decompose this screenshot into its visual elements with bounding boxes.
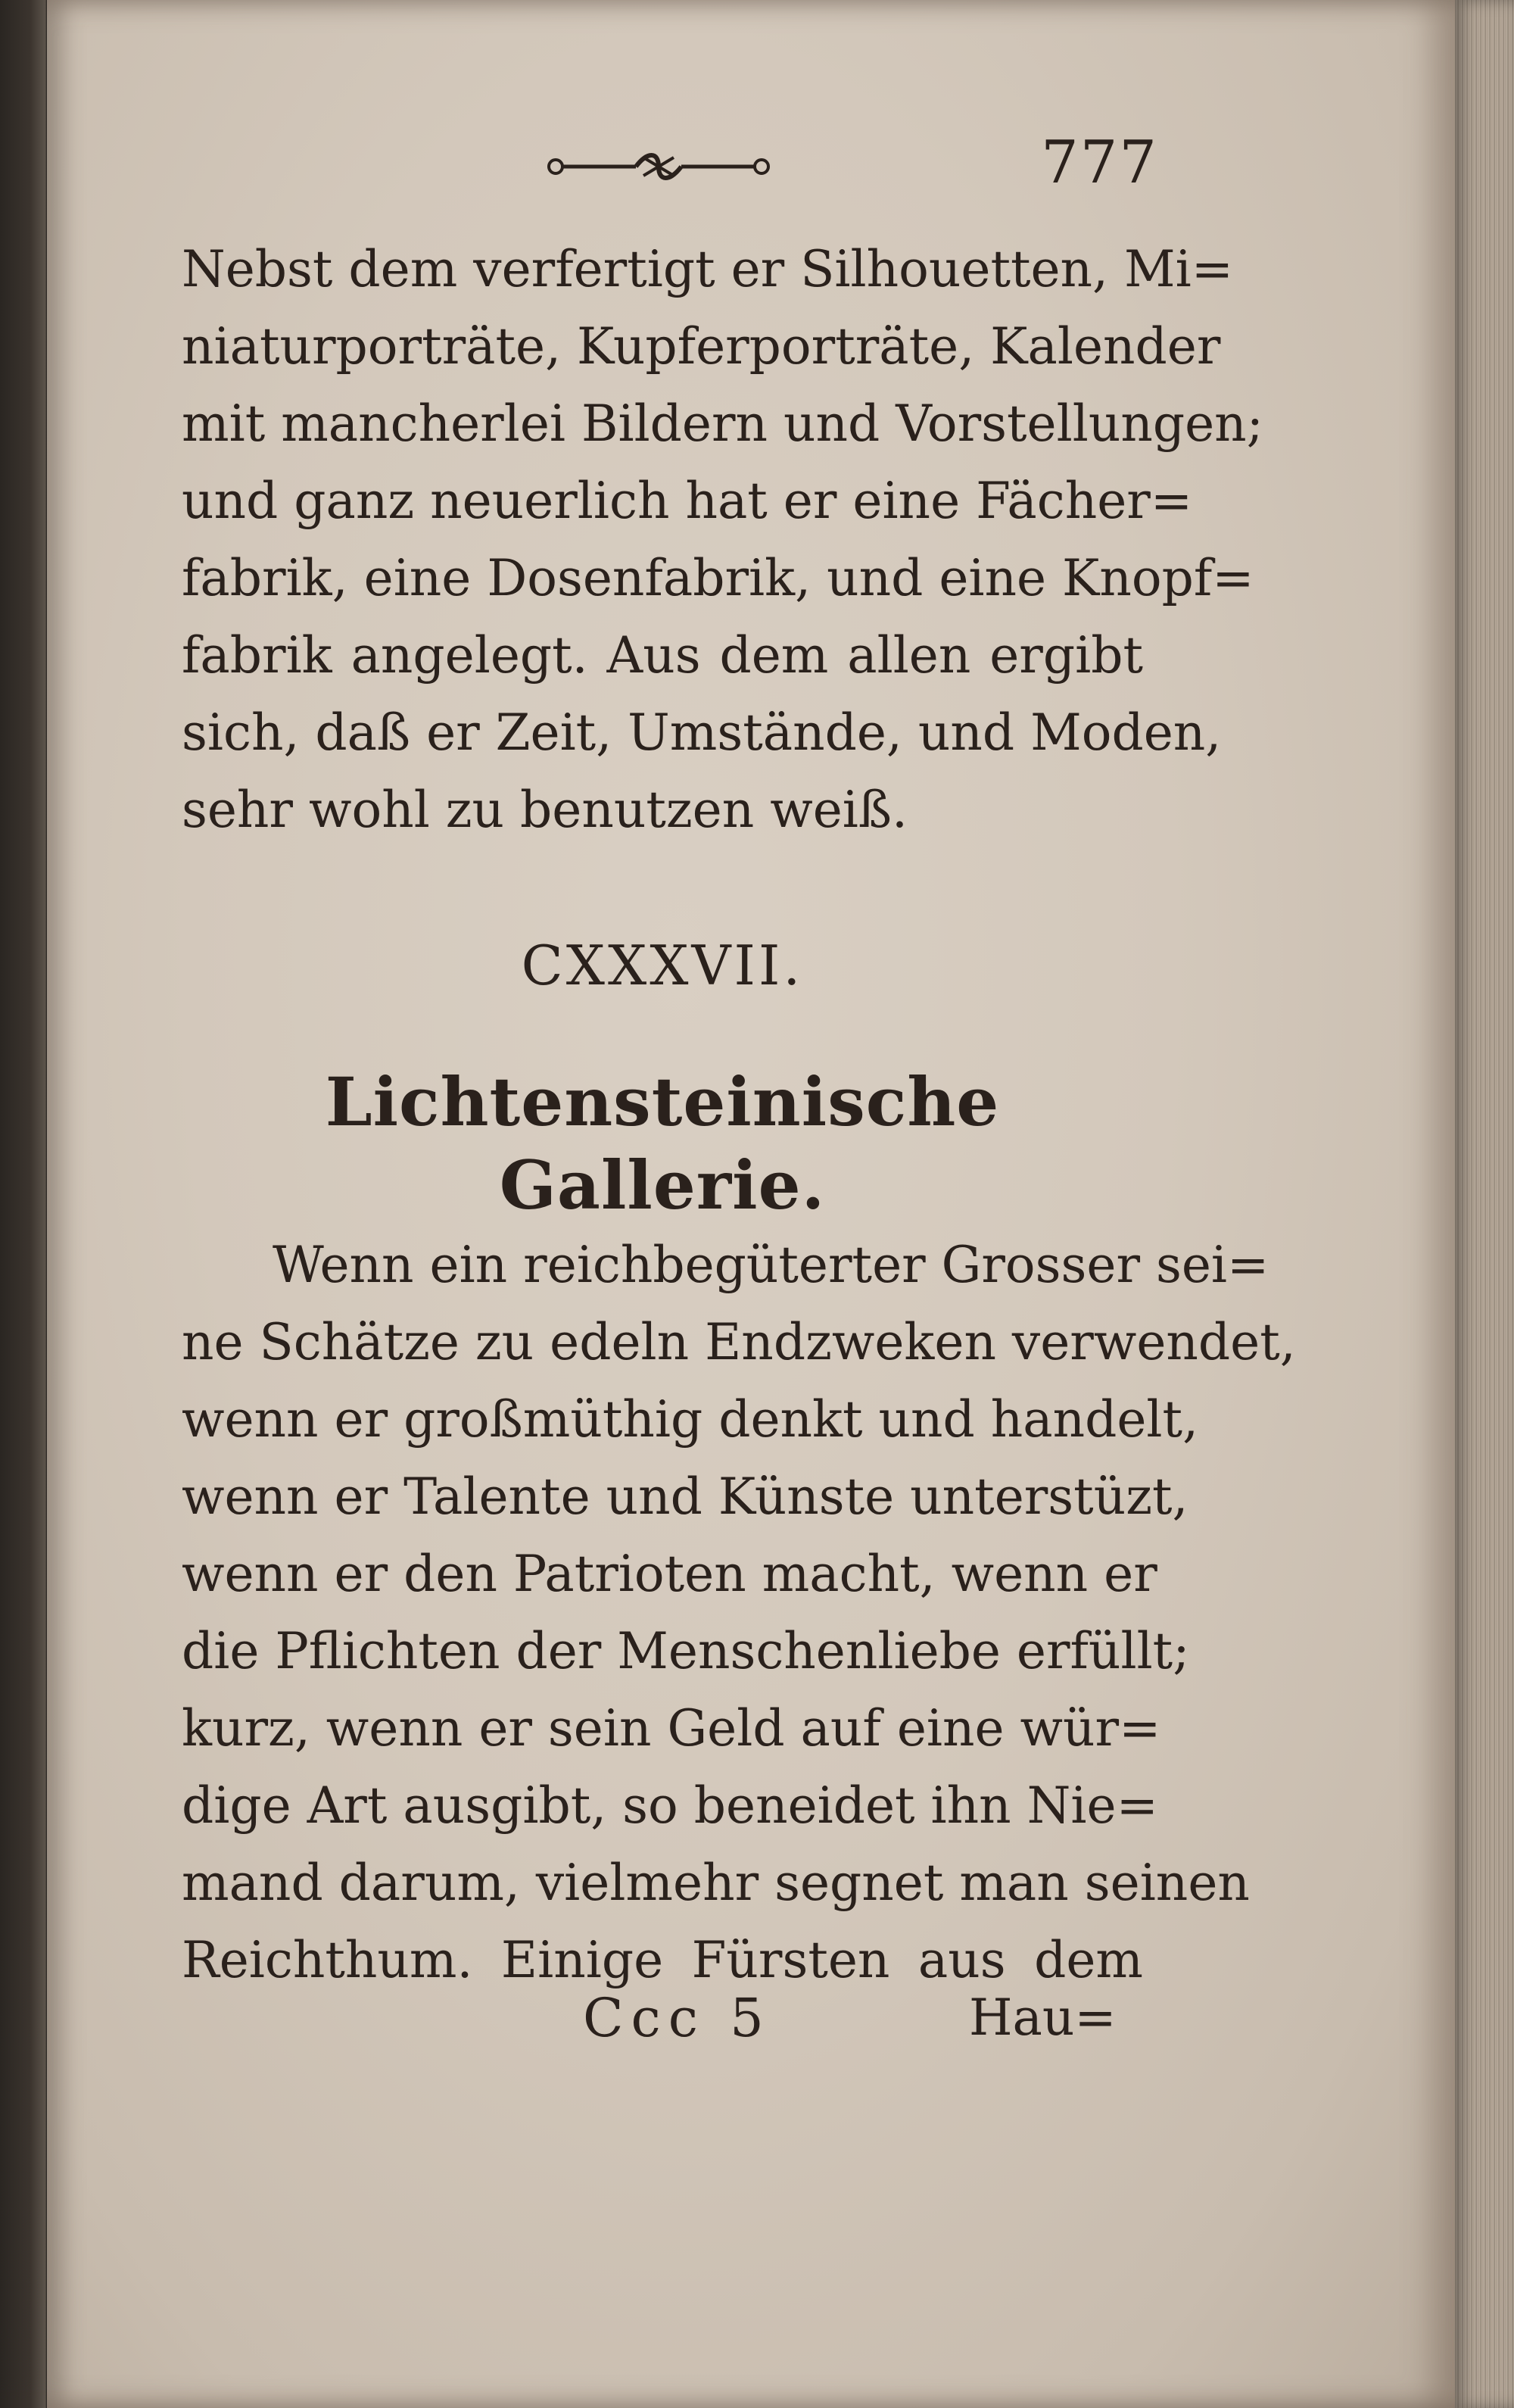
paragraph-main [182, 1227, 1296, 1999]
text-line: wenn er Talente und Künste unterstüzt, [182, 1468, 1188, 1526]
text-line: mand darum, vielmehr segnet man seinen [182, 1854, 1250, 1912]
text-line: und ganz neuerlich hat er eine Fächer= [182, 472, 1193, 530]
page-number: 777 [1041, 129, 1158, 197]
text-line: Nebst dem verfertigt er Silhouetten, Mi= [182, 240, 1233, 298]
text-line: dige Art ausgibt, so beneidet ihn Nie= [182, 1776, 1158, 1835]
signature-mark: Ccc 5 [583, 1987, 771, 2049]
paragraph-continued [182, 231, 1263, 849]
header-ornament [545, 144, 772, 189]
text-line: fabrik angelegt. Aus dem allen ergibt [182, 626, 1143, 685]
text-line: sich, daß er Zeit, Umstände, und Moden, [182, 703, 1222, 762]
text-line: mit mancherlei Bildern und Vorstellungen; [182, 395, 1263, 453]
text-line: wenn er großmüthig denkt und handelt, [182, 1390, 1199, 1449]
text-line: Wenn ein reichbegüterter Grosser sei= [273, 1236, 1269, 1294]
text-line: wenn er den Patrioten macht, wenn er [182, 1545, 1157, 1603]
text-line: fabrik, eine Dosenfabrik, und eine Knopf= [182, 549, 1254, 607]
section-number: CXXXVII. [521, 934, 804, 997]
text-line: Reichthum. Einige Fürsten aus dem [182, 1931, 1143, 1989]
text-line: die Pflichten der Menschenliebe erfüllt; [182, 1622, 1190, 1680]
section-title: Lichtensteinische Gallerie. [325, 1062, 1000, 1224]
page-edges [1455, 0, 1514, 2408]
text-line: ne Schätze zu edeln Endzweken verwendet, [182, 1313, 1296, 1371]
text-line: sehr wohl zu benutzen weiß. [182, 781, 908, 839]
text-line: niaturporträte, Kupferporträte, Kalender [182, 317, 1221, 376]
catchword: Hau= [969, 1988, 1117, 2047]
text-line: kurz, wenn er sein Geld auf eine wür= [182, 1699, 1161, 1758]
